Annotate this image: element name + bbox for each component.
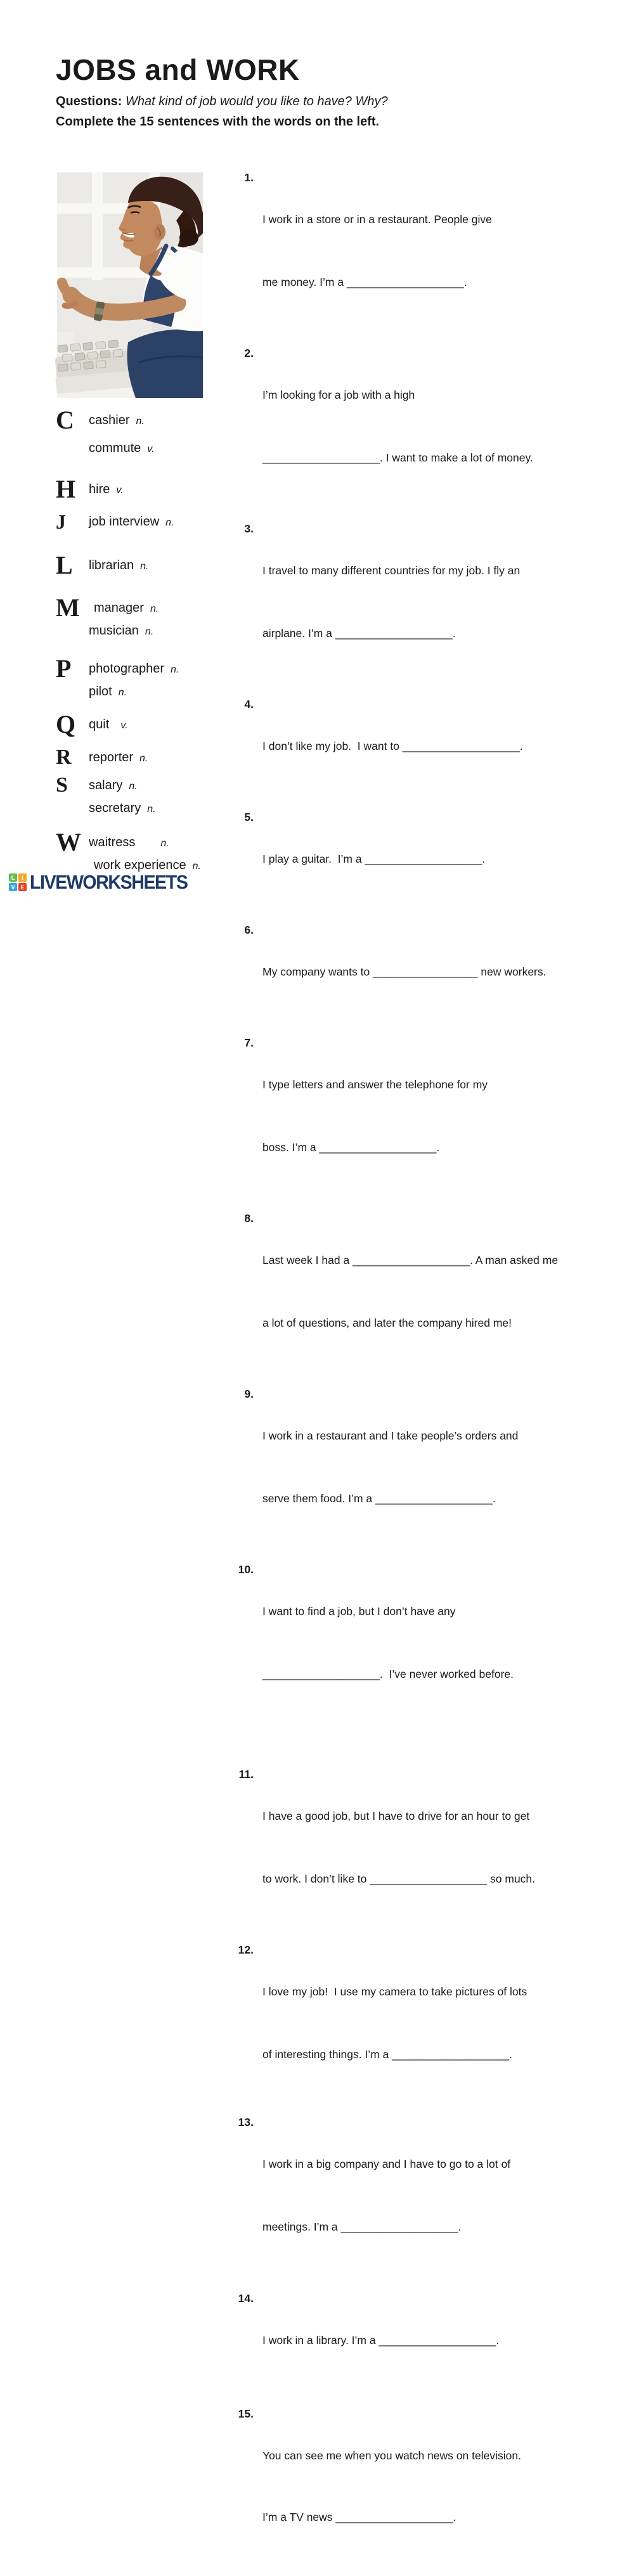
word-item: [89, 681, 179, 704]
word-text: hire: [89, 482, 110, 496]
sentence-item-10: [232, 1559, 612, 1727]
word-group-m: [56, 593, 246, 643]
word-pos: v.: [120, 720, 128, 731]
word-pos: n.: [150, 603, 159, 614]
header: [56, 53, 601, 129]
word-text: quit: [89, 718, 110, 731]
sentence-number: 12.: [238, 1943, 254, 1956]
sentence-line: I work in a library. I’m a ___________________.: [262, 2334, 500, 2347]
sentence-number: 10.: [238, 1563, 254, 1576]
word-group-letter: S: [56, 773, 68, 797]
word-pos: n.: [170, 664, 179, 675]
liveworksheets-logo-icon: [9, 873, 27, 891]
cashier-photo: [57, 172, 203, 398]
word-text: manager: [94, 601, 144, 615]
sentence-line: boss. I’m a ___________________.: [262, 1141, 440, 1154]
word-group-letter: W: [56, 828, 81, 856]
sentence-number: 8.: [244, 1212, 254, 1225]
sentence-line: I want to find a job, but I don’t have any: [262, 1605, 456, 1618]
page-title: JOBS and WORK: [56, 53, 300, 86]
sentence-line: I travel to many different countries for my job. I fly an: [262, 564, 521, 577]
sentence-number: 5.: [244, 811, 254, 823]
word-pos: v.: [147, 444, 155, 454]
sentence-line: ___________________. I’ve never worked before.: [262, 1668, 514, 1680]
sentence-item-3: [232, 518, 612, 686]
logo-tile-e: E: [18, 883, 27, 891]
sentence-line: of interesting things. I’m a ___________________.: [262, 2048, 513, 2061]
logo-tile-l: L: [9, 873, 17, 882]
sentence-line: a lot of questions, and later the company hired me!: [262, 1317, 512, 1329]
logo-tile-i: I: [18, 873, 27, 882]
word-item: [89, 747, 148, 770]
word-group-r: [56, 745, 246, 770]
word-pos: v.: [116, 485, 124, 496]
word-text: job interview: [89, 515, 160, 529]
sentence-line: I work in a restaurant and I take people’s orders and: [262, 1429, 519, 1442]
word-list: [56, 408, 246, 877]
word-pos: n.: [118, 687, 127, 698]
sentence-item-11: [232, 1764, 612, 1931]
word-pos: n.: [145, 626, 154, 637]
word-group-s: [56, 773, 246, 820]
word-pos: n.: [147, 804, 156, 815]
word-group-letter: L: [56, 551, 73, 579]
sentence-item-4: [232, 694, 612, 799]
word-group-w: [56, 830, 246, 877]
sentence-item-5: [232, 807, 612, 911]
word-text: musician: [89, 624, 139, 638]
word-item: [89, 437, 155, 460]
word-pos: n.: [139, 753, 148, 764]
word-group-letter: R: [56, 745, 72, 769]
word-group-letter: M: [56, 593, 80, 622]
sentence-number: 2.: [244, 347, 254, 359]
sentence-line: I’m looking for a job with a high: [262, 389, 415, 401]
sentence-line: I love my job! I use my camera to take pictures of lots: [262, 1985, 527, 1998]
sentence-line: serve them food. I’m a ___________________.: [262, 1492, 496, 1505]
word-item: [89, 409, 155, 432]
sentence-line: I type letters and answer the telephone for my: [262, 1078, 488, 1091]
sentence-line: I work in a big company and I have to go to a lot of: [262, 2158, 511, 2170]
liveworksheets-logo[interactable]: [9, 871, 201, 894]
word-text: cashier: [89, 413, 130, 427]
word-group-l: [56, 553, 246, 577]
sentence-line: I don’t like my job. I want to ___________________.: [262, 740, 523, 752]
word-item: [89, 832, 201, 854]
word-pos: n.: [165, 517, 174, 528]
sentence-line: Last week I had a ___________________. A man asked me: [262, 1254, 559, 1266]
word-item: [89, 555, 149, 577]
word-group-h: [56, 477, 246, 501]
questions-label: Questions:: [56, 94, 122, 108]
word-text: waitress: [89, 835, 136, 849]
word-item: [89, 714, 128, 737]
sentence-line: My company wants to _________________ new workers.: [262, 965, 547, 978]
word-group-letter: C: [56, 406, 74, 434]
sentence-item-7: [232, 1033, 612, 1200]
word-pos: n.: [140, 561, 149, 572]
word-group-c: [56, 408, 246, 460]
sentence-item-6: [232, 920, 612, 1024]
logo-tile-v: V: [9, 883, 17, 891]
word-group-q: [56, 712, 246, 737]
sentence-line: airplane. I’m a ___________________.: [262, 627, 456, 640]
sentence-number: 11.: [238, 1768, 254, 1781]
word-group-letter: J: [56, 510, 66, 533]
sentence-item-13: [232, 2112, 612, 2279]
sentence-item-9: [232, 1384, 612, 1551]
sentence-item-1: [232, 167, 612, 335]
cashier-photo-illustration: [57, 172, 203, 398]
sentence-item-8: [232, 1208, 612, 1375]
word-text: photographer: [89, 662, 164, 676]
word-text: commute: [89, 441, 141, 455]
sentence-number: 6.: [244, 924, 254, 936]
sentence-item-15: [232, 2404, 612, 2568]
sentence-line: me money. I’m a ___________________.: [262, 276, 467, 288]
sentence-number: 14.: [238, 2292, 254, 2305]
liveworksheets-logo-text: LIVEWORKSHEETS: [30, 871, 188, 893]
word-item: [89, 797, 156, 820]
word-item: [89, 511, 174, 534]
word-group-p: [56, 654, 246, 704]
word-group-j: [56, 510, 246, 534]
word-text: reporter: [89, 750, 134, 764]
instruction-text: Complete the 15 sentences with the words on the left.: [56, 114, 380, 129]
word-text: pilot: [89, 685, 112, 699]
sentence-number: 3.: [244, 522, 254, 535]
sentence-item-12: [232, 1940, 612, 2107]
sentence-line: I play a guitar. I’m a ___________________.: [262, 853, 486, 865]
questions-text: What kind of job would you like to have? Why?: [126, 94, 388, 108]
word-text: secretary: [89, 801, 141, 815]
word-pos: n.: [129, 781, 138, 792]
sentence-number: 9.: [244, 1388, 254, 1400]
sentence-line: You can see me when you watch news on television.: [262, 2449, 521, 2462]
questions-line: [56, 93, 601, 110]
word-pos: n.: [160, 838, 169, 849]
sentence-line: meetings. I’m a ___________________.: [262, 2220, 462, 2233]
sentence-line: I have a good job, but I have to drive for an hour to get: [262, 1810, 530, 1822]
word-group-letter: H: [56, 475, 76, 503]
sentence-number: 13.: [238, 2116, 254, 2128]
word-text: salary: [89, 778, 123, 792]
sentence-number: 7.: [244, 1036, 254, 1049]
word-item: [89, 658, 179, 681]
word-item: [89, 775, 156, 797]
sentence-item-14: [232, 2288, 612, 2393]
sentence-number: 1.: [244, 171, 254, 184]
word-item: [89, 620, 158, 643]
word-pos: n.: [136, 416, 145, 427]
word-group-letter: Q: [56, 710, 76, 738]
word-group-letter: P: [56, 654, 72, 683]
sentence-item-2: [232, 343, 612, 510]
word-item: [94, 597, 158, 620]
word-item: [89, 479, 124, 501]
sentence-line: to work. I don’t like to ___________________ so much.: [262, 1872, 536, 1885]
sentence-line: I’m a TV news ___________________.: [262, 2511, 456, 2523]
word-text: work experience: [94, 858, 186, 872]
sentence-number: 4.: [244, 698, 254, 711]
sentence-list: [232, 167, 612, 2576]
word-pos: n.: [192, 861, 201, 872]
sentence-number: 15.: [238, 2407, 254, 2420]
word-text: librarian: [89, 558, 134, 572]
sentence-line: ___________________. I want to make a lot of money.: [262, 451, 533, 464]
sentence-line: I work in a store or in a restaurant. People give: [262, 213, 492, 226]
